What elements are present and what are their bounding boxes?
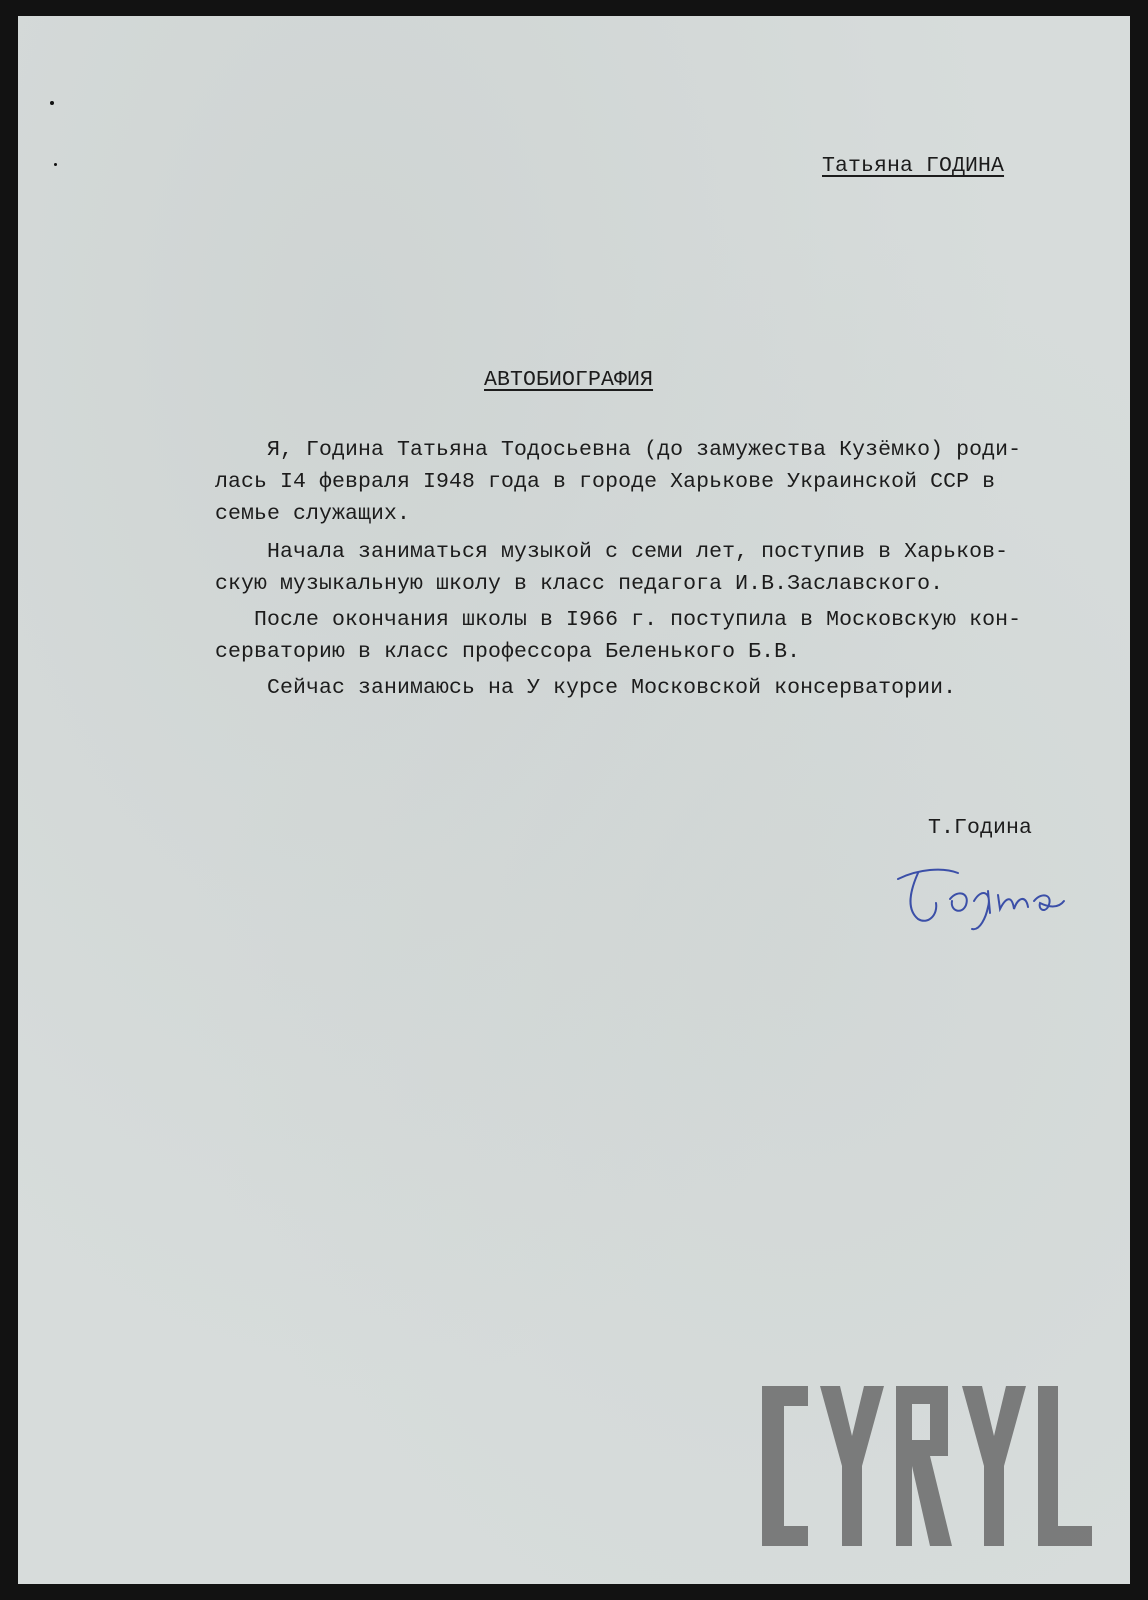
body-line: Я, Година Татьяна Тодосьевна (до замужества Кузёмко) роди-: [215, 438, 1022, 462]
typed-signature: Т.Година: [928, 816, 1033, 840]
cyryl-watermark-logo: [762, 1376, 1092, 1556]
body-line: серваторию в класс профессора Беленького Б.В.: [215, 640, 801, 664]
body-line: Начала заниматься музыкой с семи лет, поступив в Харьков-: [215, 540, 1009, 564]
body-line: лась I4 февраля I948 года в городе Харькове Украинской ССР в: [215, 470, 996, 494]
author-name: Татьяна ГОДИНА: [822, 154, 1005, 178]
body-line: скую музыкальную школу в класс педагога И.В.Заславского.: [215, 572, 944, 596]
document-page: [18, 16, 1130, 1584]
document-title: АВТОБИОГРАФИЯ: [484, 368, 654, 392]
body-line: После окончания школы в I966 г. поступила в Московскую кон-: [215, 608, 1022, 632]
body-line: семье служащих.: [215, 502, 411, 526]
paper-speck: [54, 163, 57, 166]
paper-speck: [50, 101, 54, 105]
handwritten-signature: [888, 851, 1078, 941]
body-line: Сейчас занимаюсь на У курсе Московской консерватории.: [215, 676, 957, 700]
